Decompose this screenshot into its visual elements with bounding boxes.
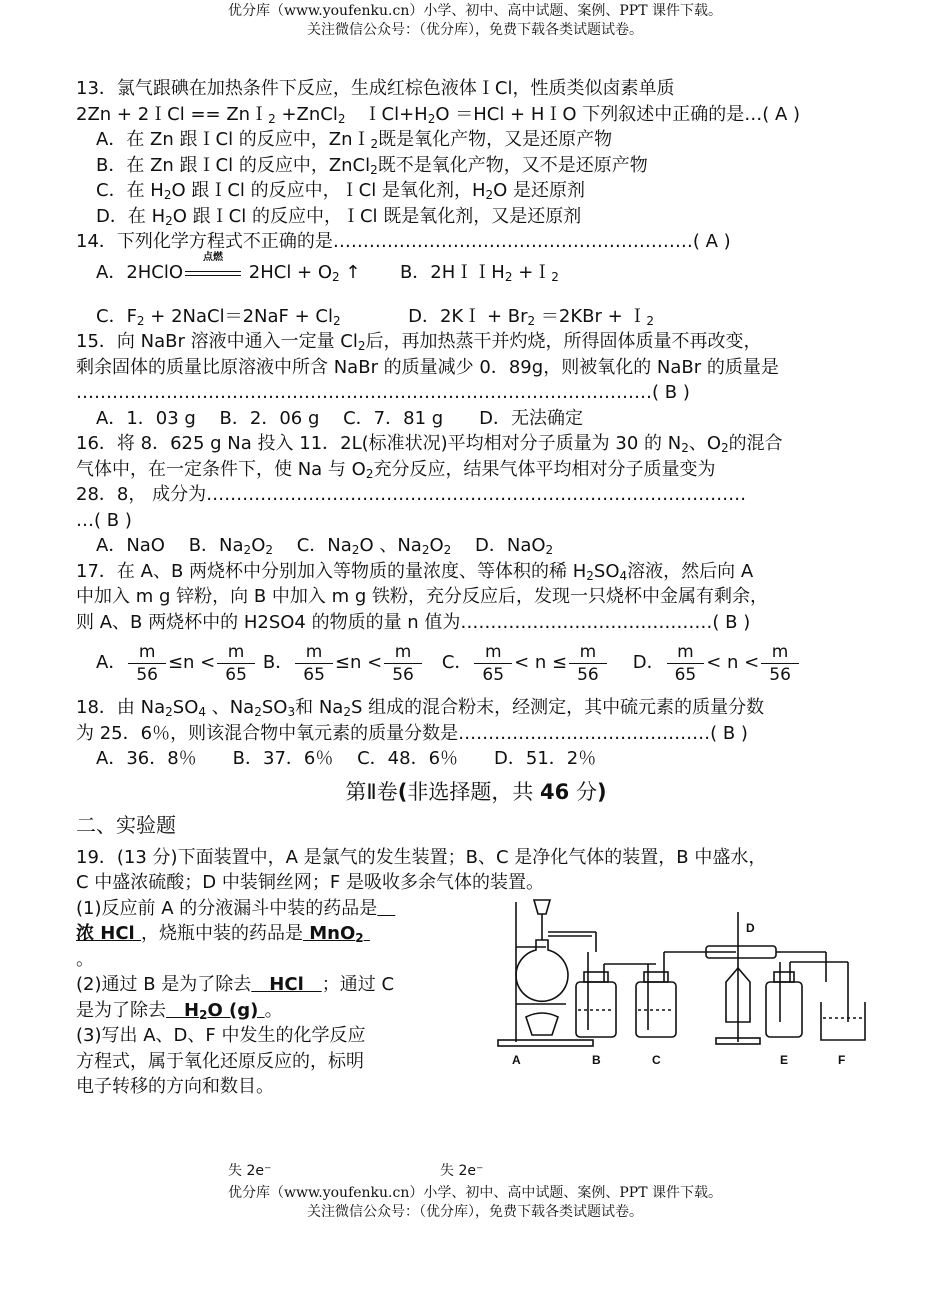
answer-conc-hcl: 浓 HCl — [76, 923, 141, 944]
label-d: D — [746, 920, 755, 935]
fraction: $\frac{m}{56}$ — [569, 641, 607, 686]
question-17 — [76, 559, 876, 692]
label-a: A — [512, 1052, 521, 1067]
q13-equation: 2Zn + 2ＩCl == ZnＩ$_2$ +ZnCl$_2$ $ICl+H_2O =HCl$ + HＩO 下列叙述中正确的是…( A ) — [76, 103, 801, 126]
q15-line-2: 剩余固体的质量比原溶液中所含 NaBr 的质量减少 0．89g，则被氧化的 NaBr 的质量是 — [76, 356, 779, 378]
part-2-heading: 二、实验题 — [76, 813, 176, 837]
label-b: B — [592, 1052, 601, 1067]
footer-line-1: 优分库（www.youfenku.cn）小学、初中、高中试题、案例、PPT 课件下载。 — [227, 1185, 722, 1201]
q13-stem: 13．氯气跟碘在加热条件下反应，生成红棕色液体ＩCl，性质类似卤素单质 — [76, 78, 675, 99]
question-14 — [76, 229, 876, 329]
fraction: $\frac{m}{65}$ — [667, 641, 705, 686]
q15-options: A．1．03 g B．2．06 g C．7．81 g D．无法确定 — [96, 407, 584, 429]
q13-option-b: B．在 Zn 跟ＩCl 的反应中，ZnCl$_2$既不是氧化产物，又不是还原产物 — [96, 154, 648, 177]
electron-loss-label-2: 失 2e⁻ — [440, 1163, 484, 1179]
fraction: $\frac{m}{65}$ — [295, 641, 333, 686]
fraction: $\frac{m}{56}$ — [761, 641, 799, 686]
apparatus-diagram — [476, 892, 876, 1072]
q19-line-2: C 中盛浓硫酸；D 中装铜丝网；F 是吸收多余气体的装置。 — [76, 872, 544, 893]
question-13 — [76, 76, 876, 229]
q19-line-1: 19．(13 分)下面装置中，A 是氯气的发生装置；B、C 是净化气体的装置，B 中盛水， — [76, 846, 767, 868]
q18-options: A．36．8％ B．37．6％ C．48．6％ D．51．2％ — [96, 748, 597, 769]
question-19 — [76, 845, 876, 1106]
header-line-1: 优分库（www.youfenku.cn）小学、初中、高中试题、案例、PPT 课件下载。 — [227, 3, 722, 19]
fraction: $\frac{m}{56}$ — [384, 641, 422, 686]
question-16 — [76, 431, 876, 559]
page-header — [0, 2, 950, 40]
q17-options: A． $\frac{m}{56}$ ≤n < $\frac{m}{65}$ B． $\frac{m}{65}$ ≤n < $\frac{m}{56}$ C． $\frac{m}{65}$ < n ≤ $\frac{m}{56}$ D． $\frac{m}{65}$ < n < $\frac{m}{56}$ — [76, 635, 876, 691]
answer-mno2: MnO$_2$ — [302, 923, 364, 945]
q16-line-3: 28．8， 成分为……………………………………………………………………………… — [76, 484, 747, 505]
q13-option-c: C．在 $H_2O$ 跟ＩCl 的反应中，ＩCl 是氧化剂，$H_2O$ 是还原剂 — [96, 180, 586, 202]
label-f: F — [838, 1052, 846, 1067]
section-2-title: 第Ⅱ卷(非选择题，共 46 分) — [345, 779, 607, 804]
round-flask — [516, 940, 568, 1001]
q14-options-cd: C．$F_2$ + 2NaCl＝2NaF + $Cl_2$ D．2KＩ + $Br_2 =2KBr$ + Ｉ$_2$ — [96, 305, 655, 328]
q14-options-ab: A．2HClO 点燃 $2HCl + O_2$ ↑ B．2HＩＩH$_2$ +Ｉ$_2$ — [96, 251, 559, 284]
header-line-2: 关注微信公众号：（优分库），免费下载各类试题试卷。 — [307, 22, 643, 38]
answer-hcl: HCl — [251, 974, 322, 995]
question-15 — [76, 329, 876, 431]
label-c: C — [652, 1052, 661, 1067]
burner — [526, 1013, 558, 1035]
beaker-f — [821, 1002, 865, 1040]
q17-line-3: 则 A、B 两烧杯中的 H2SO4 的物质的量 n 值为……………………………………( B ) — [76, 611, 751, 633]
q13-option-a: A．在 Zn 跟ＩCl 的反应中，ZnＩ$_2$既是氧化产物，又是还原产物 — [96, 129, 613, 151]
q19-subquestions: (1)反应前 A 的分液漏斗中装的药品是 浓 HCl ，烧瓶中装的药品是 MnO$_2$ 。 (2)通过 B 是为了除去 HCl ；通过 C 是为了除去 $H_2O$ (g) 。 (3)写出 A、D、F 中发生的化学反应 方程式，属于氧化还原反应的，标明 电子转移的方向和数目。 — [76, 897, 395, 1097]
q15-line-1: 15．向 NaBr 溶液中通入一定量 $Cl_2$后，再加热蒸干并灼烧，所得固体质量不再改变， — [76, 331, 762, 353]
question-18 — [76, 695, 876, 772]
label-e: E — [780, 1052, 789, 1067]
q16-line-2: 气体中，在一定条件下，使 Na 与 $O_2$充分反应，结果气体平均相对分子质量变为 — [76, 458, 716, 481]
exam-content — [76, 76, 876, 1106]
q17-line-1: 17．在 A、B 两烧杯中分别加入等物质的量浓度、等体积的稀 $H_2SO_4$溶液，然后向 A — [76, 560, 754, 583]
fraction: $\frac{m}{56}$ — [128, 641, 166, 686]
q14-stem: 14．下列化学方程式不正确的是……………………………………………………( A ) — [76, 231, 731, 252]
q16-options: A．NaO B．$Na_2O_2$ C．$Na_2O$ 、$Na_2O_2$ D．NaO$_2$ — [96, 535, 554, 557]
footer-line-2: 关注微信公众号：（优分库），免费下载各类试题试卷。 — [307, 1204, 643, 1220]
q17-line-2: 中加入 m g 锌粉，向 B 中加入 m g 铁粉，充分反应后，发现一只烧杯中金属有剩余， — [76, 586, 769, 607]
fraction: $\frac{m}{65}$ — [474, 641, 512, 686]
stand-base — [498, 1040, 593, 1046]
page-footer — [0, 1184, 950, 1222]
bottle-e — [766, 982, 802, 1037]
q18-line-2: 为 25．6％，则该混合物中氧元素的质量分数是……………………………………( B ) — [76, 722, 748, 744]
q15-line-3: ……………………………………………………………………………………( B ) — [76, 382, 690, 403]
q16-line-4: …( B ) — [76, 509, 132, 531]
answer-h2o-g: $H_2O$ (g) — [166, 999, 259, 1022]
ignite-equals-sign: 点燃 — [183, 262, 243, 284]
q18-line-1: 18．由 $Na_2SO_4$ 、$Na_2SO_3$和 $Na_2S$ 组成的混合粉末，经测定，其中硫元素的质量分数 — [76, 697, 765, 719]
separatory-funnel — [534, 900, 550, 914]
electron-loss-label-1: 失 2e⁻ — [228, 1163, 272, 1179]
fraction: $\frac{m}{65}$ — [217, 641, 255, 686]
q13-option-d: D．在 $H_2O$ 跟ＩCl 的反应中，ＩCl 既是氧化剂，又是还原剂 — [96, 205, 582, 228]
q16-line-1: 16．将 8．625 g Na 投入 11．2L(标准状况)平均相对分子质量为 30 的 $N_2$、$O_2$的混合 — [76, 433, 783, 455]
